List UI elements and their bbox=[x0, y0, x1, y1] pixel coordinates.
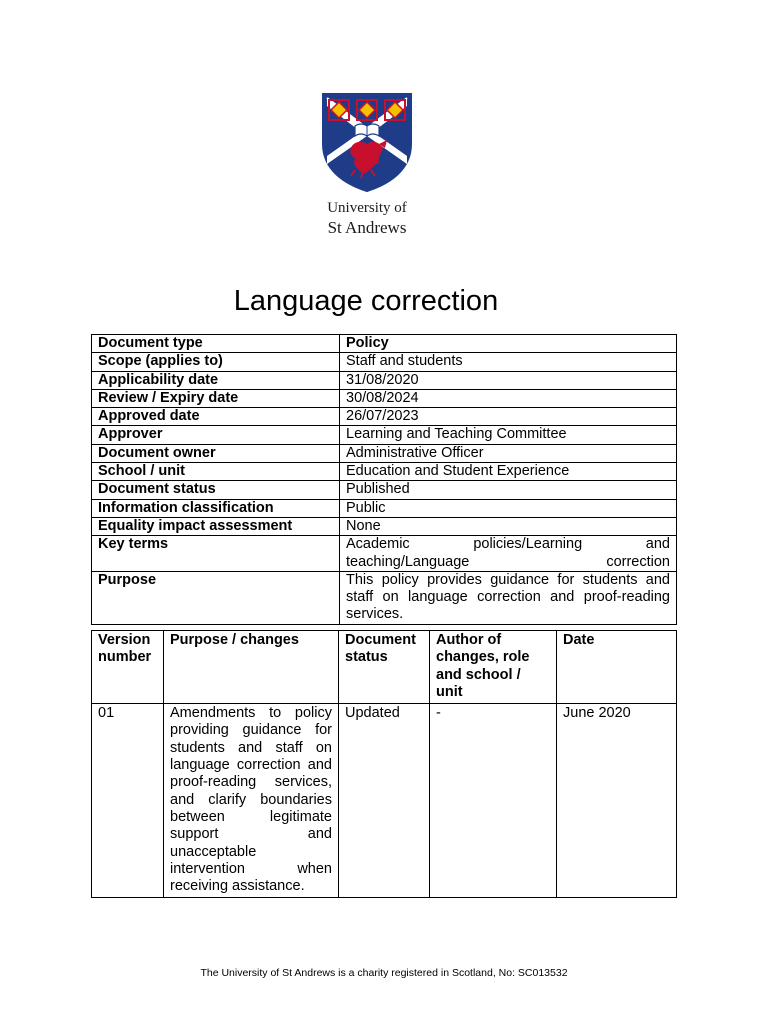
info-value: 26/07/2023 bbox=[340, 408, 677, 426]
info-key: Information classification bbox=[92, 499, 340, 517]
footer-text: The University of St Andrews is a charity registered in Scotland, No: SC013532 bbox=[200, 967, 568, 979]
column-header: Author of changes, role and school / unit bbox=[430, 631, 557, 704]
version-history-table bbox=[91, 630, 677, 898]
info-key: Document type bbox=[92, 335, 340, 353]
table-row bbox=[92, 426, 677, 444]
table-cell: Amendments to policy providing guidance for students and staff on language correction and proof-reading services, and clarify boundaries between legitimate support and unacceptable intervention when receiving assistance. bbox=[164, 704, 339, 898]
table-row bbox=[92, 335, 677, 353]
table-cell: 01 bbox=[92, 704, 164, 898]
table-cell: Updated bbox=[339, 704, 430, 898]
table-row bbox=[92, 571, 677, 624]
table-row bbox=[92, 704, 677, 898]
info-key: Key terms bbox=[92, 536, 340, 572]
table-row bbox=[92, 517, 677, 535]
info-key: Applicability date bbox=[92, 371, 340, 389]
info-value: Published bbox=[340, 481, 677, 499]
document-title: Language correction bbox=[233, 285, 499, 317]
info-value: Education and Student Experience bbox=[340, 463, 677, 481]
info-key: Scope (applies to) bbox=[92, 353, 340, 371]
column-header: Purpose / changes bbox=[164, 631, 339, 704]
info-value: 30/08/2024 bbox=[340, 389, 677, 407]
table-row bbox=[92, 408, 677, 426]
table-row bbox=[92, 536, 677, 572]
table-row bbox=[92, 371, 677, 389]
info-key: Document owner bbox=[92, 444, 340, 462]
document-info-table bbox=[91, 334, 677, 625]
info-value: Public bbox=[340, 499, 677, 517]
table-header-row bbox=[92, 631, 677, 704]
logo-line-1: University of bbox=[327, 200, 407, 216]
info-value: This policy provides guidance for students and staff on language correction and proof-reading services. bbox=[340, 571, 677, 624]
column-header: Version number bbox=[92, 631, 164, 704]
info-key: Equality impact assessment bbox=[92, 517, 340, 535]
table-row bbox=[92, 444, 677, 462]
info-value: Academic policies/Learning and teaching/Language correction bbox=[340, 536, 677, 572]
table-row bbox=[92, 499, 677, 517]
info-key: Document status bbox=[92, 481, 340, 499]
column-header: Date bbox=[557, 631, 677, 704]
info-value: None bbox=[340, 517, 677, 535]
info-value: Staff and students bbox=[340, 353, 677, 371]
info-key: Approved date bbox=[92, 408, 340, 426]
university-logo bbox=[317, 92, 417, 237]
table-row bbox=[92, 463, 677, 481]
info-value: Policy bbox=[340, 335, 677, 353]
logo-line-2: St Andrews bbox=[327, 218, 407, 237]
info-value: Learning and Teaching Committee bbox=[340, 426, 677, 444]
table-cell: - bbox=[430, 704, 557, 898]
column-header: Document status bbox=[339, 631, 430, 704]
info-key: Approver bbox=[92, 426, 340, 444]
table-row bbox=[92, 481, 677, 499]
info-value: 31/08/2020 bbox=[340, 371, 677, 389]
table-row bbox=[92, 353, 677, 371]
info-key: School / unit bbox=[92, 463, 340, 481]
table-row bbox=[92, 389, 677, 407]
info-key: Purpose bbox=[92, 571, 340, 624]
table-cell: June 2020 bbox=[557, 704, 677, 898]
crest-icon bbox=[321, 92, 413, 192]
info-value: Administrative Officer bbox=[340, 444, 677, 462]
info-key: Review / Expiry date bbox=[92, 389, 340, 407]
